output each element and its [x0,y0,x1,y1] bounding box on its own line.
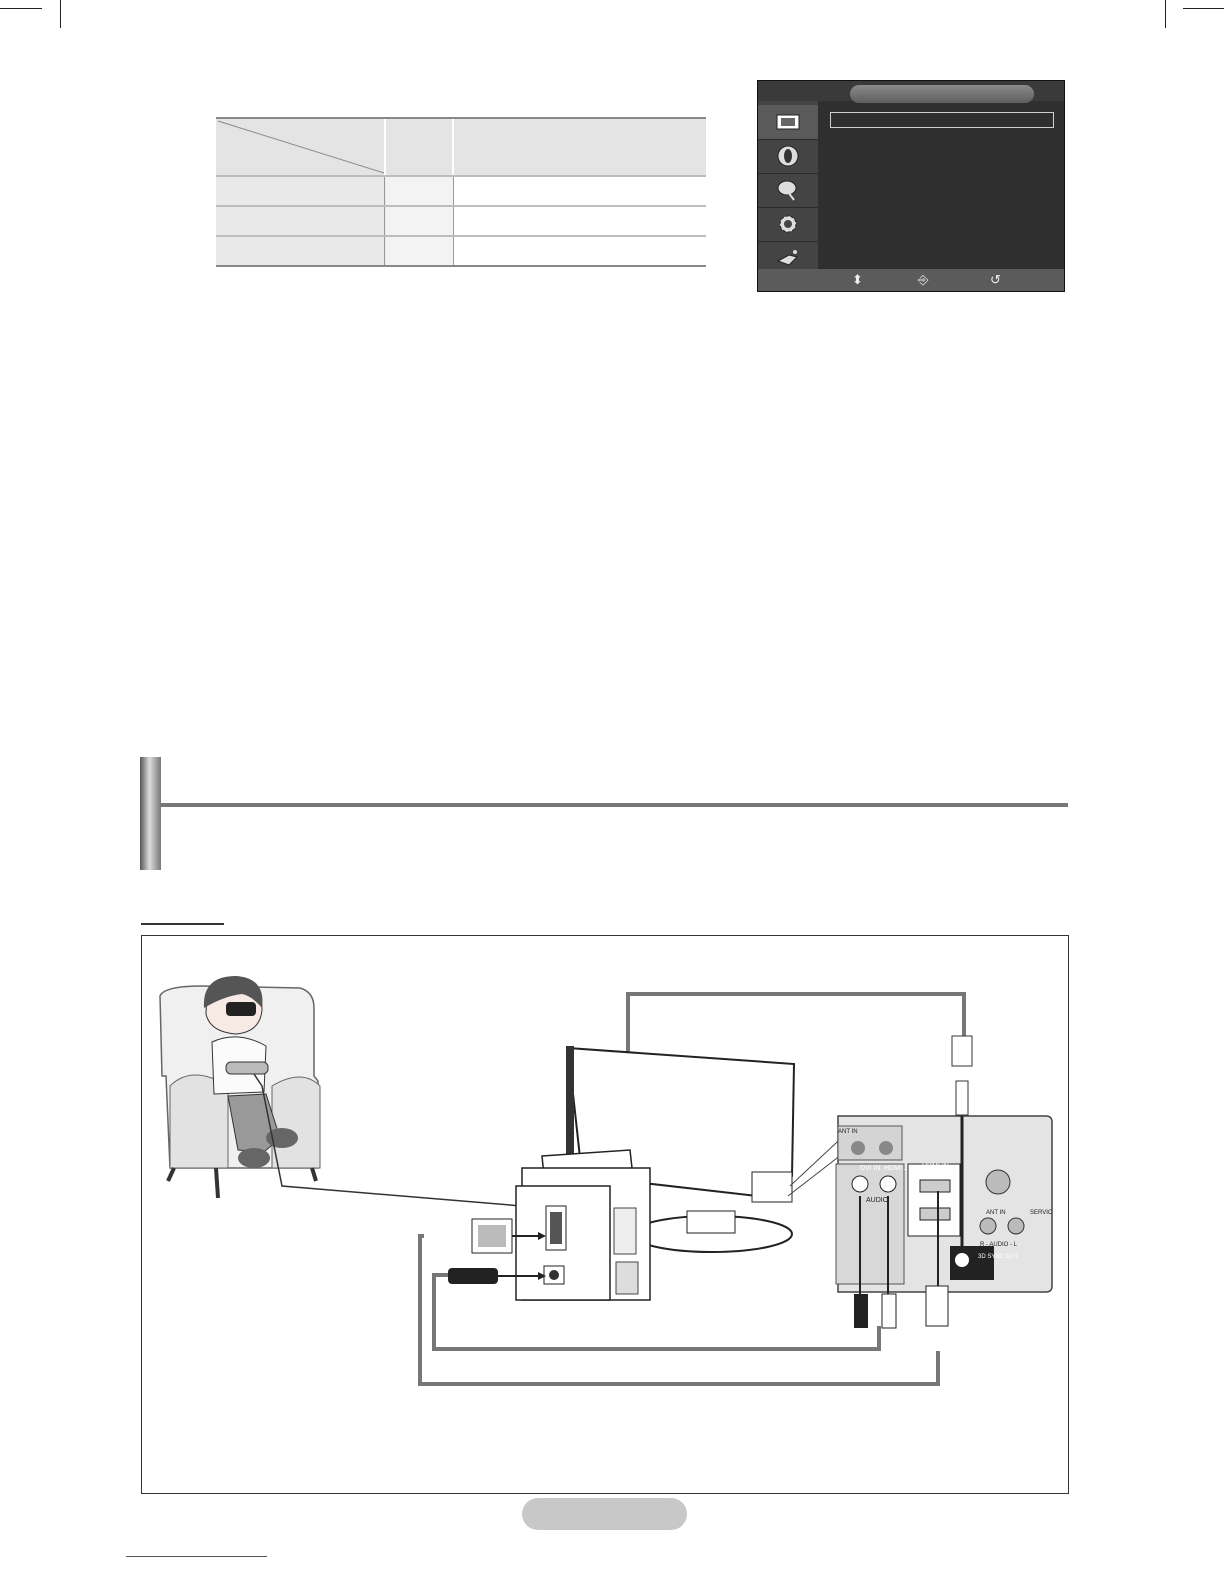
osd-selection-box [830,112,1054,128]
col-divider [453,237,454,265]
osd-title-pill [850,85,1034,103]
footer-rule [126,1556,267,1557]
col-divider [384,177,385,205]
col-divider [452,119,454,175]
panel-label-audio: AUDIO [866,1197,889,1204]
page-number-pill [522,1498,687,1530]
osd-menu-screenshot [757,80,1065,292]
table-cell [386,237,454,265]
setup-icon [758,207,818,242]
col-divider [384,119,386,175]
table-header [216,117,706,175]
panel-label-audio-lr: R - AUDIO - L [980,1242,1018,1248]
panel-label-service: SERVIC [1030,1210,1053,1216]
col-divider [384,237,385,265]
col-divider [453,177,454,205]
panel-label-hdmi-in: HDMI IN [922,1163,949,1170]
tv-input-panel [836,1116,1052,1292]
game-console-3d-emitter [516,1150,650,1300]
audio-cable [434,1275,879,1349]
crop-mark [1183,8,1224,9]
section-bar [140,757,161,870]
table-cell [386,207,454,235]
diagonal-header-cell [216,119,386,175]
table-row [216,205,706,235]
panel-label-dvi-in: DVI IN [860,1165,881,1172]
table-cell [454,207,706,235]
crop-mark [1165,0,1166,28]
move-icon: ⬍ [852,272,863,287]
panel-label-ant-in: ANT IN [838,1129,858,1135]
sound-icon [758,139,818,174]
crop-mark [0,8,42,9]
col-divider [384,207,385,235]
osd-sidebar [758,101,818,279]
subheading-underline [141,923,224,925]
panel-label-hdmi2: HDMI 2 [884,1165,908,1172]
channel-icon [758,173,818,208]
connection-diagram [141,935,1069,1494]
return-icon: ↺ [990,272,1001,287]
section-rule [160,803,1068,807]
table-cell [454,237,706,265]
panel-label-ant-in-2: ANT IN [986,1210,1006,1216]
table-row [216,175,706,205]
picture-icon [758,105,818,140]
enter-icon: ⎆ [918,272,929,287]
osd-footer [758,269,1064,291]
panel-label-sync-out: 3D SYNC OUT [978,1254,1019,1260]
col-divider [453,207,454,235]
crop-mark [60,0,61,28]
table-cell [454,177,706,205]
table-row [216,235,706,267]
spec-table [216,117,706,267]
diagram-illustration [142,936,1068,1493]
table-cell [386,177,454,205]
